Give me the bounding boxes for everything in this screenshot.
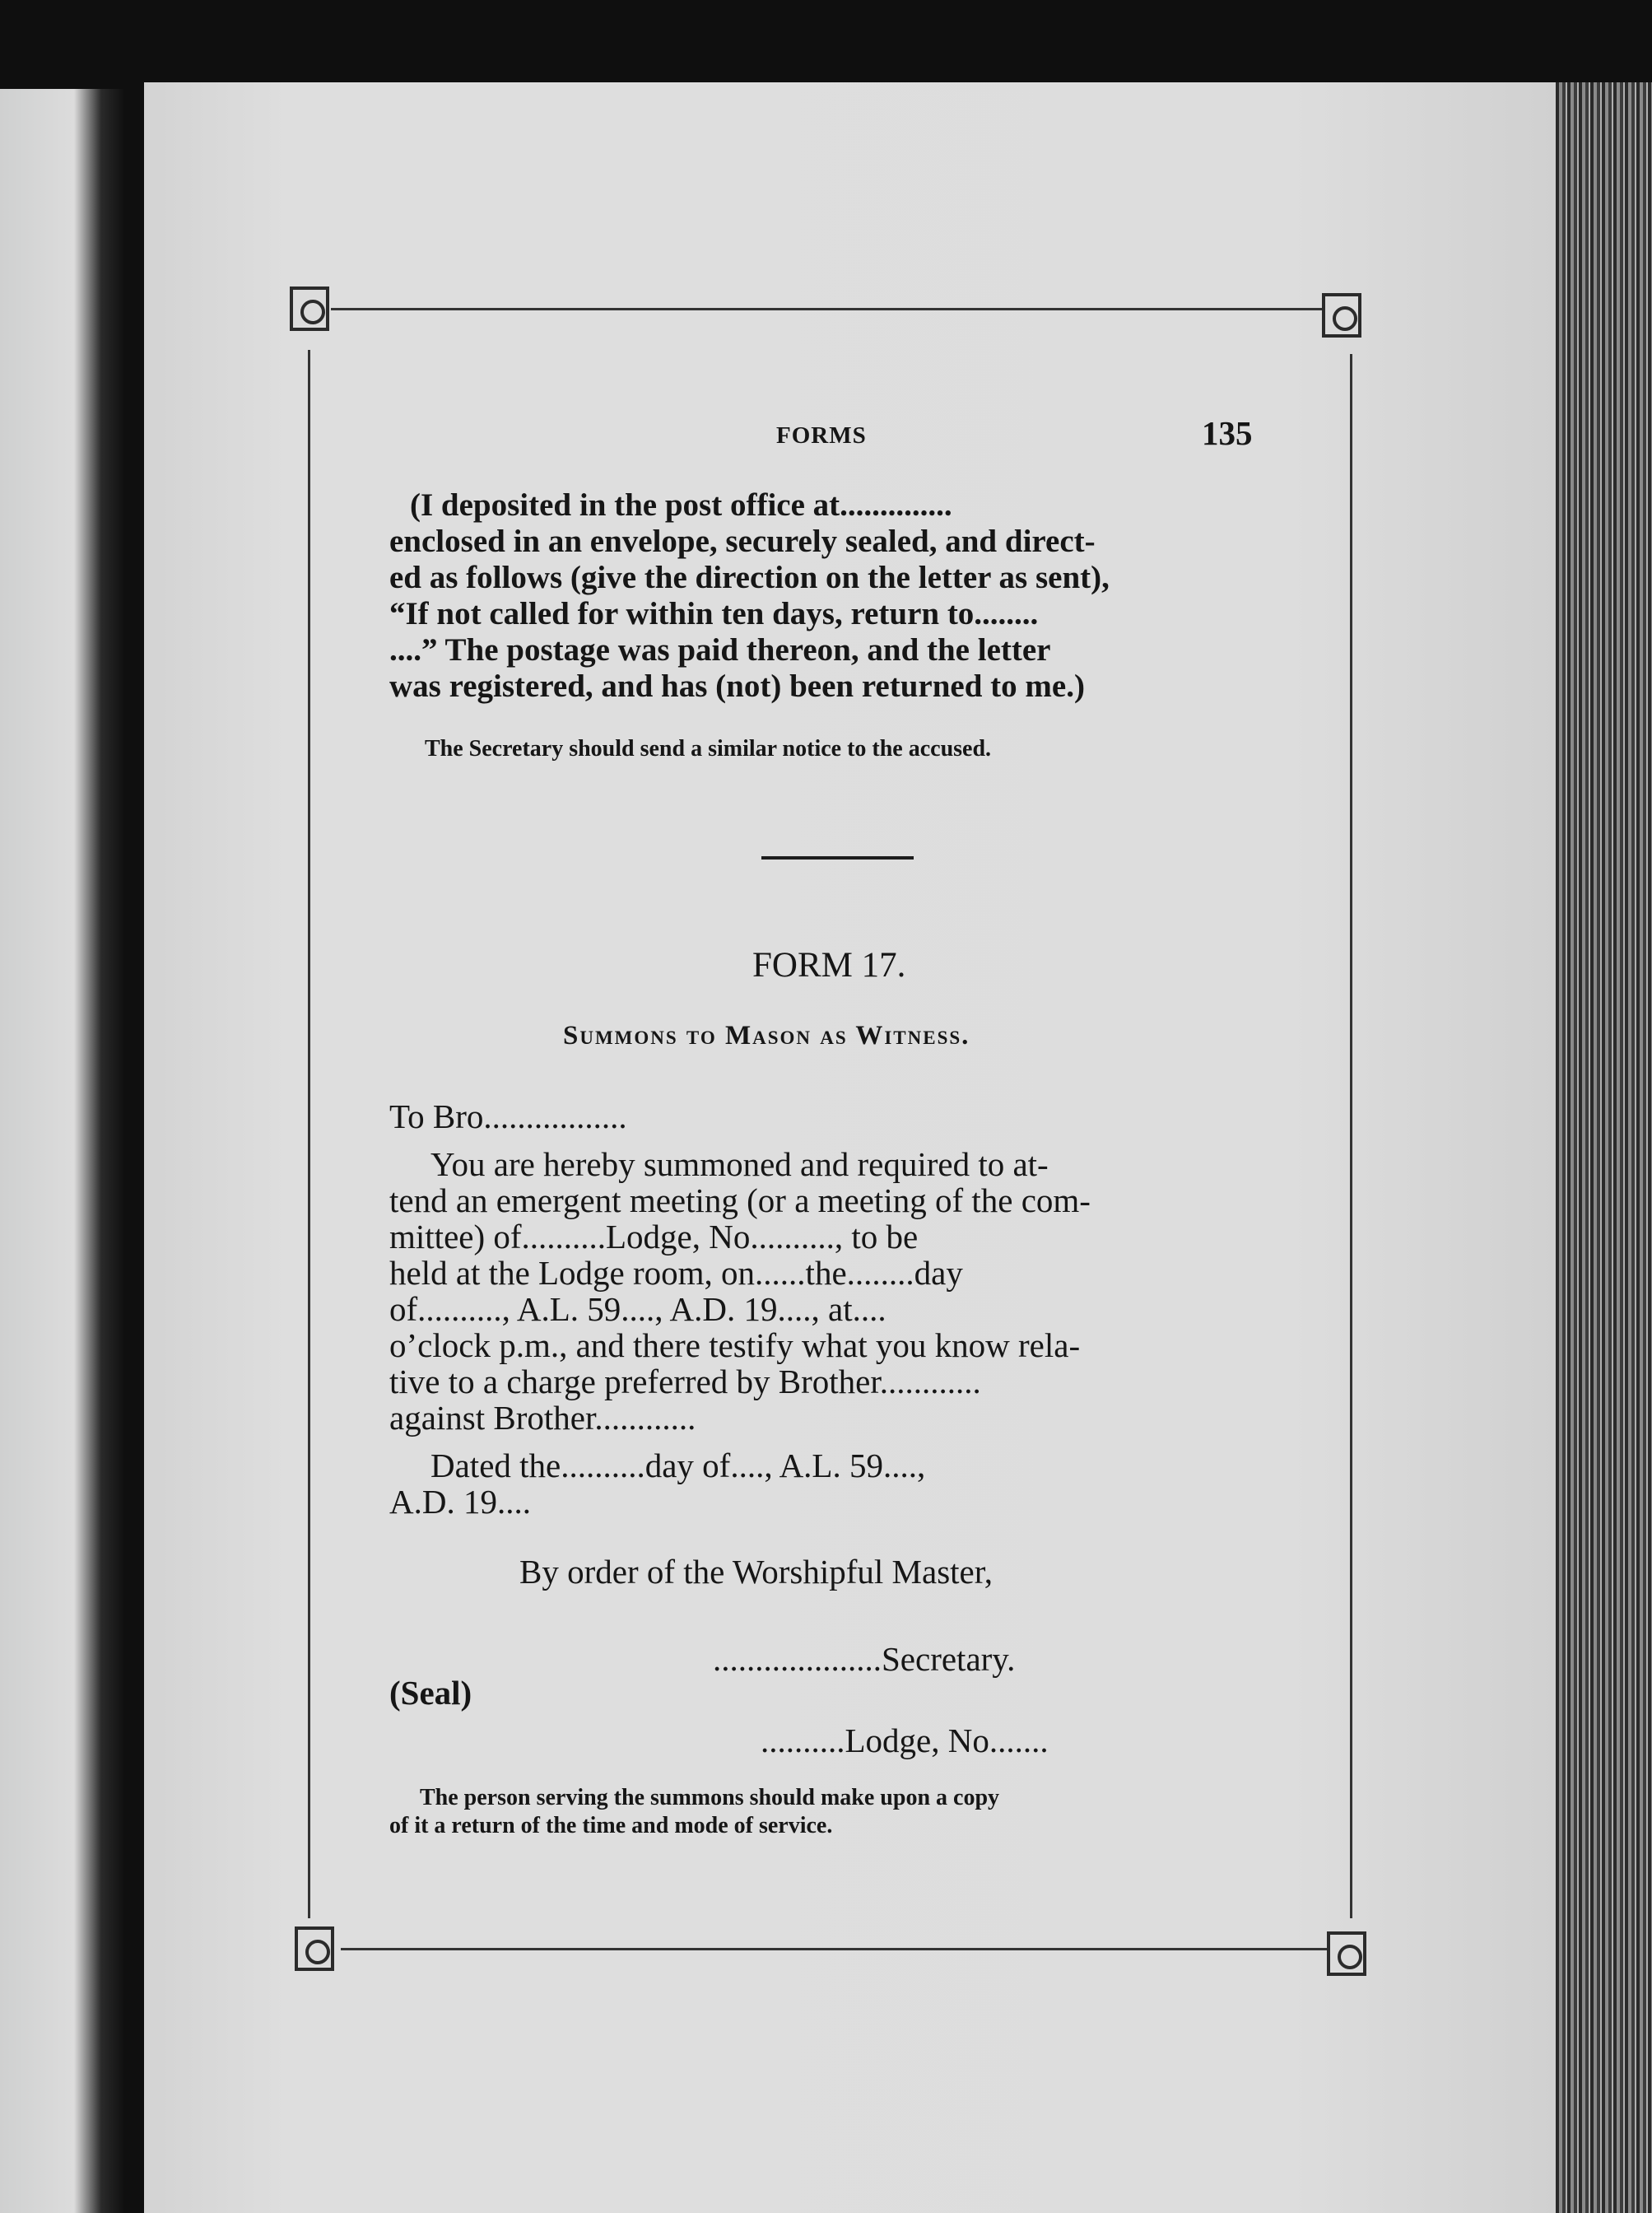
text-line: o’clock p.m., and there testify what you know rela- <box>389 1326 1081 1364</box>
page-number: 135 <box>1202 414 1253 452</box>
text-line: enclosed in an envelope, securely sealed, and direct- <box>389 524 1096 559</box>
text-line: tend an emergent meeting (or a meeting of the com- <box>389 1181 1091 1219</box>
page-stack-edges <box>1556 82 1652 2213</box>
by-order-line: By order of the Worshipful Master, <box>519 1553 994 1591</box>
form-subtitle: Summons to Mason as Witness. <box>563 1021 970 1051</box>
secretary-signature-line: ....................Secretary. <box>713 1640 1016 1678</box>
section-divider <box>761 856 914 860</box>
text-line: mittee) of..........Lodge, No.........., to be <box>389 1218 919 1256</box>
text-line: You are hereby summoned and required to at- <box>430 1145 1049 1183</box>
dated-line: A.D. 19.... <box>389 1483 531 1521</box>
facing-page-edge <box>0 89 123 2213</box>
corner-ornament-bottom-left-icon <box>295 1926 334 1971</box>
dated-line: Dated the..........day of...., A.L. 59...., <box>430 1447 926 1484</box>
secretary-note: The Secretary should send a similar notice to the accused. <box>425 736 992 762</box>
text-line: “If not called for within ten days, return to........ <box>389 596 1039 631</box>
form-title: FORM 17. <box>752 946 906 985</box>
text-line: of.........., A.L. 59...., A.D. 19...., at.... <box>389 1290 886 1328</box>
footnote-line: of it a return of the time and mode of service. <box>389 1813 833 1838</box>
text-line: was registered, and has (not) been returned to me.) <box>389 669 1085 704</box>
text-line: tive to a charge preferred by Brother............ <box>389 1363 981 1400</box>
text-line: ed as follows (give the direction on the letter as sent), <box>389 560 1110 595</box>
corner-ornament-top-left-icon <box>290 287 329 331</box>
seal-label: (Seal) <box>389 1674 472 1712</box>
corner-ornament-bottom-right-icon <box>1327 1931 1366 1976</box>
text-line: (I deposited in the post office at.............. <box>410 487 952 523</box>
text-line: against Brother............ <box>389 1399 696 1437</box>
corner-ornament-top-right-icon <box>1322 293 1361 338</box>
footnote-line: The person serving the summons should make upon a copy <box>420 1785 1000 1810</box>
text-line: ....” The postage was paid thereon, and the letter <box>389 632 1051 668</box>
addressee-line: To Bro................. <box>389 1097 627 1135</box>
lodge-number-line: ..........Lodge, No....... <box>761 1721 1049 1759</box>
running-head: FORMS <box>776 422 867 449</box>
text-line: held at the Lodge room, on......the........day <box>389 1254 963 1292</box>
